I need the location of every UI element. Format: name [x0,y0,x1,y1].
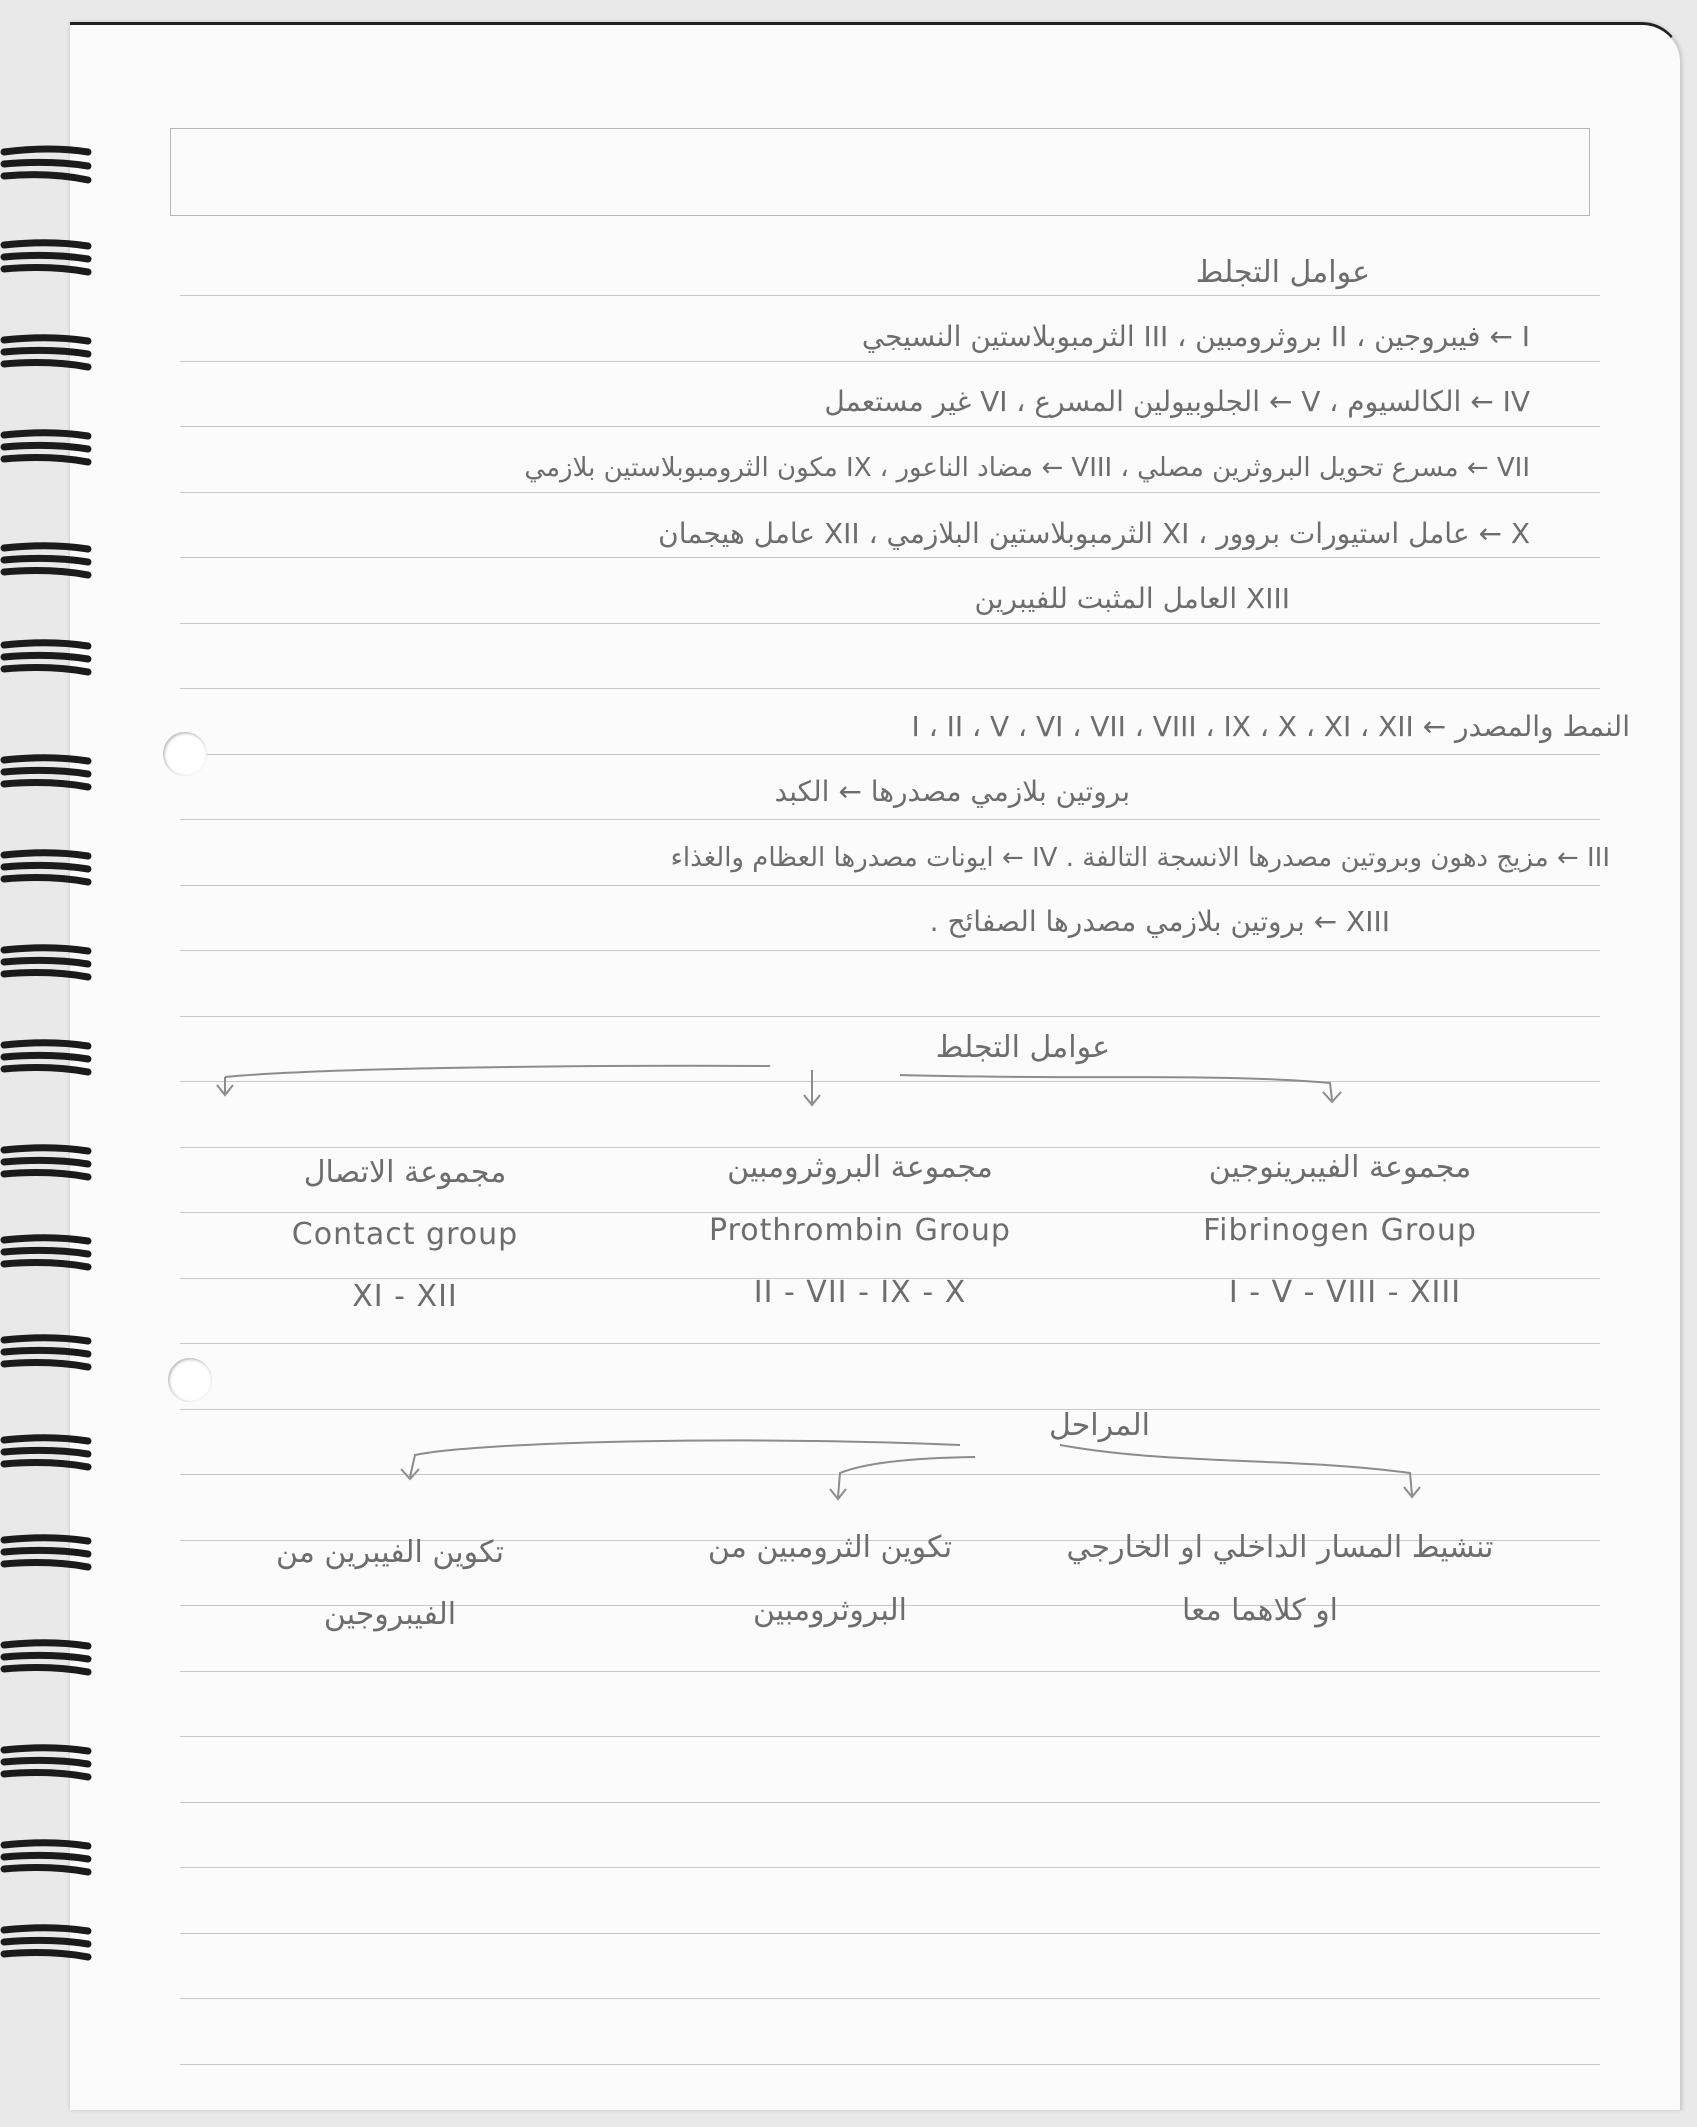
stage-2-line-2: البروثرومبين [753,1593,907,1628]
group-fibrinogen-factors: I - V - VIII - XIII [1228,1275,1462,1310]
arrow-stage-1 [1060,1445,1420,1497]
arrow-stage-3 [401,1440,960,1479]
section1-line-2: IV ← الكالسيوم ، V ← الجلوبيولين المسرع ، VI غير مستعمل [824,385,1530,418]
spiral-binding [0,0,100,2127]
group-prothrombin-factors: II - VII - IX - X [753,1275,967,1310]
group-prothrombin-english: Prothrombin Group [709,1213,1011,1248]
group-contact-english: Contact group [291,1217,519,1252]
group-contact-factors: XI - XII [352,1279,458,1314]
group-fibrinogen-arabic: مجموعة الفيبرينوجين [1208,1150,1472,1185]
section1-title: عوامل التجلط [1195,255,1370,290]
section1-line-1: I ← فيبروجين ، II بروثرومبين ، III الثرمبوبلاستين النسيجي [861,320,1530,353]
arrow-prothrombin [804,1070,820,1105]
stage-1-line-2: او كلاهما معا [1181,1593,1339,1628]
notebook-page [70,22,1682,2110]
section4-title: المراحل [1049,1408,1150,1443]
arrow-fibrinogen [900,1075,1341,1102]
stage-2-line-1: تكوين الثرومبين من [707,1530,953,1565]
stage-1-line-1: تنشيط المسار الداخلي او الخارجي [1066,1530,1494,1565]
section2-line-1: النمط والمصدر ← I ، II ، V ، VI ، VII ، VIII ، IX ، X ، XI ، XII [911,710,1630,743]
stage-3-line-1: تكوين الفيبرين من [275,1535,505,1570]
section3-title: عوامل التجلط [935,1030,1110,1065]
punch-hole [168,1358,212,1402]
section1-line-5: XIII العامل المثبت للفيبرين [974,582,1290,615]
arrow-contact [225,1066,770,1077]
group-prothrombin-arabic: مجموعة البروثرومبين [727,1150,993,1185]
arrow-stage-2 [830,1457,975,1499]
arrow-contact-head [217,1077,233,1095]
connector-arrows [70,25,1680,2110]
section2-line-3: III ← مزيج دهون وبروتين مصدرها الانسجة التالفة . IV ← ايونات مصدرها العظام والغذاء [670,843,1610,873]
group-contact-arabic: مجموعة الاتصال [303,1155,507,1190]
group-fibrinogen-english: Fibrinogen Group [1203,1213,1477,1248]
section1-line-3: VII ← مسرع تحويل البروثرين مصلي ، VIII ← مضاد الناعور ، IX مكون الثرومبوبلاستين بلازمي [524,453,1530,483]
punch-hole [163,732,207,776]
section2-line-2: بروتين بلازمي مصدرها ← الكبد [774,775,1130,808]
section2-line-4: XIII ← بروتين بلازمي مصدرها الصفائح . [929,905,1390,938]
stage-3-line-2: الفيبروجين [323,1597,457,1632]
section1-line-4: X ← عامل استيورات بروور ، XI الثرمبوبلاستين البلازمي ، XII عامل هيجمان [658,517,1530,550]
